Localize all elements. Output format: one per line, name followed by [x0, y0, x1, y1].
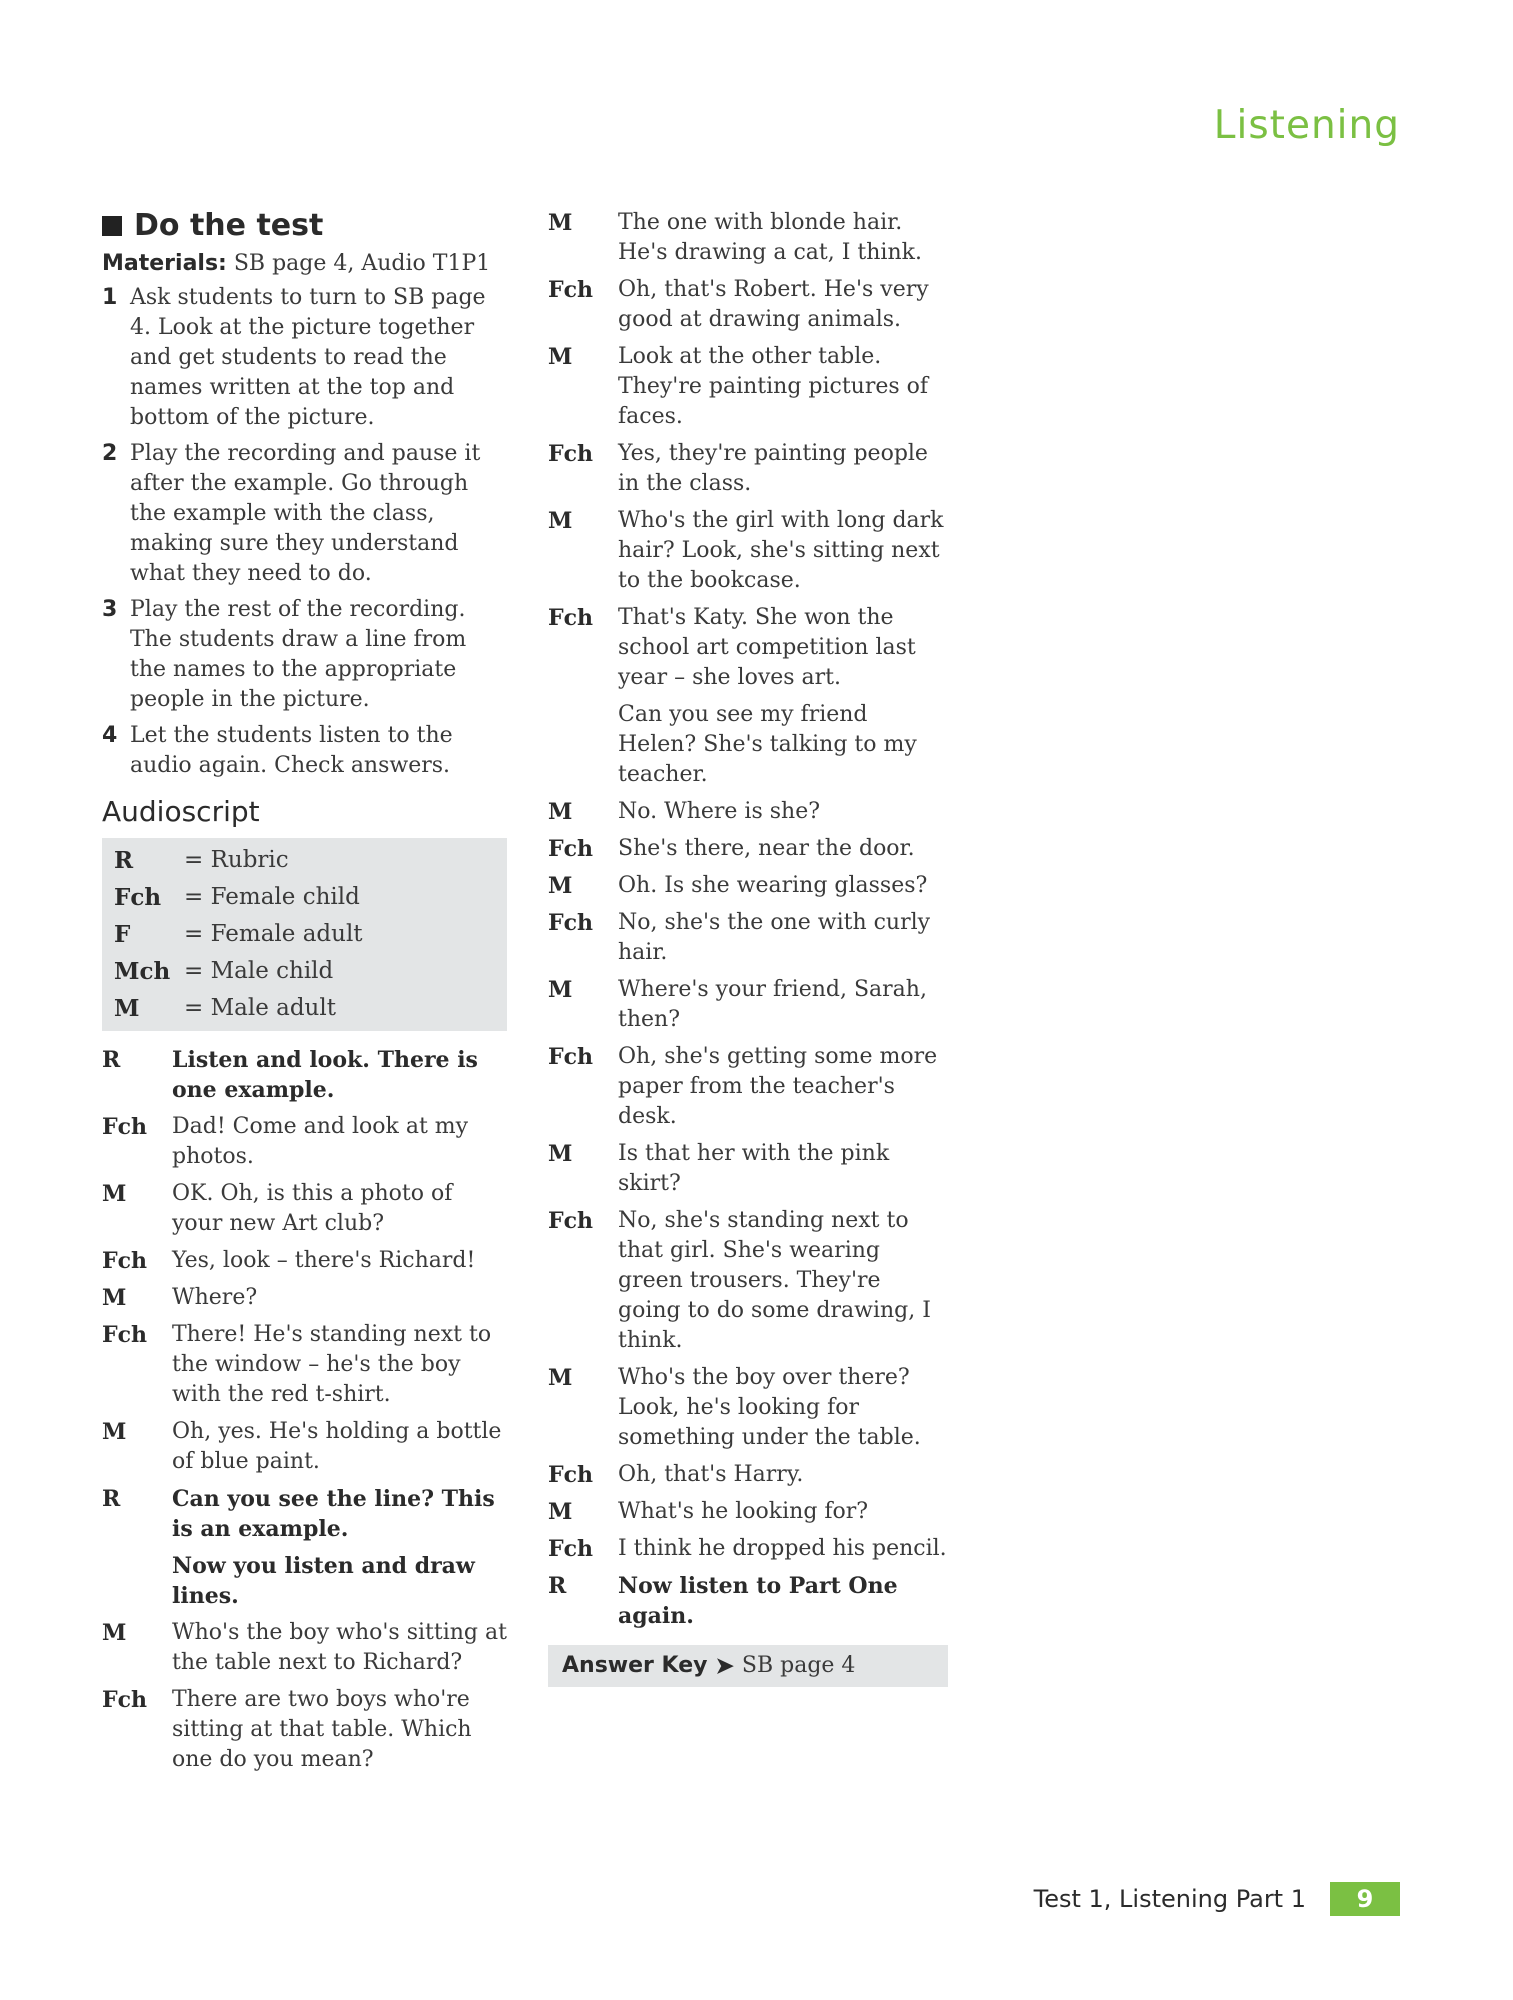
speaker-code: Fch [102, 1248, 148, 1274]
audioscript-right [548, 208, 948, 1631]
dialogue-text: Oh. Is she wearing glasses? [618, 873, 928, 898]
dialogue-text: Where? [172, 1285, 258, 1310]
right-column [548, 208, 948, 1687]
dialogue-line [548, 603, 948, 693]
dialogue-line [548, 1206, 948, 1356]
dialogue-line [102, 1246, 507, 1276]
materials-line [102, 249, 507, 279]
speaker-code: Fch [548, 910, 594, 936]
key-meaning: = Male child [184, 958, 334, 984]
step-text: Play the recording and pause it after the example. Go through the example with the class, making sure they understand what they need to do. [130, 441, 481, 586]
speaker-code: M [548, 508, 573, 534]
dialogue-text: Who's the boy over there? Look, he's looking for something under the table. [618, 1365, 921, 1450]
dialogue-text: Who's the girl with long dark hair? Look, she's sitting next to the bookcase. [618, 508, 944, 593]
dialogue-text: No, she's the one with curly hair. [618, 910, 931, 965]
dialogue-line [548, 834, 948, 864]
step-item [102, 439, 507, 589]
speaker-code: Fch [102, 1114, 148, 1140]
dialogue-text: What's he looking for? [618, 1499, 869, 1524]
dialogue-text: Oh, that's Harry. [618, 1462, 804, 1487]
key-code: Mch [114, 958, 171, 985]
square-bullet-icon [102, 216, 122, 236]
speaker-code: M [548, 1141, 573, 1167]
dialogue-line [548, 1363, 948, 1453]
dialogue-line [548, 700, 948, 790]
section-label: Listening [1213, 103, 1400, 148]
speaker-code: M [548, 977, 573, 1003]
key-meaning: = Female child [184, 884, 360, 910]
dialogue-line [548, 208, 948, 268]
heading-text: Do the test [134, 208, 324, 243]
key-meaning: = Rubric [184, 847, 289, 873]
dialogue-text: She's there, near the door. [618, 836, 915, 861]
step-text: Let the students listen to the audio again. Check answers. [130, 723, 453, 778]
dialogue-line [548, 871, 948, 901]
dialogue-line [548, 275, 948, 335]
speaker-code: Fch [102, 1322, 148, 1348]
key-row [114, 916, 495, 953]
dialogue-line [548, 1534, 948, 1564]
speaker-code: Fch [548, 1208, 594, 1234]
steps-list [102, 283, 507, 781]
rubric-text: Now you listen and draw lines. [172, 1553, 475, 1609]
dialogue-text: No, she's standing next to that girl. She's wearing green trousers. They're going to do some drawing, I think. [618, 1208, 931, 1353]
speaker-code: R [102, 1047, 121, 1073]
speaker-code: M [102, 1620, 127, 1646]
key-meaning: = Male adult [184, 995, 336, 1021]
speaker-code: Fch [548, 1536, 594, 1562]
dialogue-text: Dad! Come and look at my photos. [172, 1114, 469, 1169]
dialogue-line [102, 1045, 507, 1105]
arrow-icon: ➤ [715, 1653, 734, 1679]
dialogue-line [548, 1139, 948, 1199]
step-number: 1 [102, 285, 118, 310]
step-item [102, 595, 507, 715]
dialogue-text: No. Where is she? [618, 799, 821, 824]
rubric-text: Listen and look. There is one example. [172, 1047, 478, 1103]
dialogue-line [548, 908, 948, 968]
speaker-code: R [548, 1573, 567, 1599]
key-code: Fch [114, 884, 162, 911]
speaker-key-box [102, 838, 507, 1031]
dialogue-line [102, 1112, 507, 1172]
speaker-code: M [548, 344, 573, 370]
step-number: 2 [102, 441, 118, 466]
speaker-code: R [102, 1486, 121, 1512]
dialogue-line [102, 1179, 507, 1239]
speaker-code: M [548, 210, 573, 236]
step-text: Ask students to turn to SB page 4. Look at the picture together and get students to read the names written at the top and bottom of the picture. [130, 285, 486, 430]
footer-text: Test 1, Listening Part 1 [1033, 1885, 1306, 1913]
materials-text: SB page 4, Audio T1P1 [226, 251, 491, 276]
speaker-code: M [102, 1419, 127, 1445]
dialogue-text: Oh, she's getting some more paper from the teacher's desk. [618, 1044, 938, 1129]
dialogue-line [102, 1685, 507, 1775]
page-number: 9 [1330, 1882, 1400, 1916]
dialogue-text: Can you see my friend Helen? She's talking to my teacher. [618, 702, 917, 787]
speaker-code: Fch [548, 605, 594, 631]
dialogue-line [548, 1042, 948, 1132]
speaker-code: M [102, 1285, 127, 1311]
dialogue-line [102, 1283, 507, 1313]
step-number: 4 [102, 723, 118, 748]
dialogue-text: There! He's standing next to the window – he's the boy with the red t-shirt. [172, 1322, 492, 1407]
key-code: M [114, 995, 140, 1022]
key-row [114, 953, 495, 990]
dialogue-text: Where's your friend, Sarah, then? [618, 977, 927, 1032]
dialogue-text: There are two boys who're sitting at that table. Which one do you mean? [172, 1687, 472, 1772]
rubric-text: Now listen to Part One again. [618, 1573, 898, 1629]
dialogue-text: Oh, yes. He's holding a bottle of blue paint. [172, 1419, 502, 1474]
dialogue-line [102, 1484, 507, 1544]
dialogue-text: I think he dropped his pencil. [618, 1536, 947, 1561]
speaker-code [548, 700, 618, 790]
speaker-code: Fch [548, 1462, 594, 1488]
speaker-code: Fch [548, 277, 594, 303]
key-meaning: = Female adult [184, 921, 363, 947]
key-row [114, 879, 495, 916]
page-footer [1034, 1882, 1400, 1916]
step-number: 3 [102, 597, 118, 622]
speaker-code: M [548, 799, 573, 825]
dialogue-line [548, 1460, 948, 1490]
speaker-code [102, 1551, 172, 1611]
left-column [102, 208, 507, 1782]
dialogue-text: Oh, that's Robert. He's very good at drawing animals. [618, 277, 929, 332]
dialogue-text: OK. Oh, is this a photo of your new Art club? [172, 1181, 453, 1236]
speaker-code: M [548, 1365, 573, 1391]
rubric-text: Can you see the line? This is an example. [172, 1486, 495, 1542]
audioscript-left [102, 1045, 507, 1775]
speaker-code: M [102, 1181, 127, 1207]
dialogue-line [548, 439, 948, 499]
dialogue-text: Is that her with the pink skirt? [618, 1141, 890, 1196]
key-row [114, 842, 495, 879]
dialogue-line [548, 506, 948, 596]
dialogue-line [548, 1571, 948, 1631]
dialogue-line [102, 1320, 507, 1410]
dialogue-text: Yes, look – there's Richard! [172, 1248, 476, 1273]
dialogue-text: That's Katy. She won the school art competition last year – she loves art. [618, 605, 916, 690]
speaker-code: M [548, 873, 573, 899]
speaker-code: Fch [548, 441, 594, 467]
step-item [102, 721, 507, 781]
dialogue-line [548, 975, 948, 1035]
dialogue-line [102, 1618, 507, 1678]
answer-key-box [548, 1645, 948, 1687]
key-code: F [114, 921, 131, 948]
dialogue-text: Yes, they're painting people in the class. [618, 441, 928, 496]
dialogue-line [102, 1551, 507, 1611]
dialogue-text: Look at the other table. They're painting pictures of faces. [618, 344, 929, 429]
step-text: Play the rest of the recording. The students draw a line from the names to the appropriate people in the picture. [130, 597, 467, 712]
do-the-test-heading [102, 208, 507, 243]
dialogue-text: Who's the boy who's sitting at the table next to Richard? [172, 1620, 507, 1675]
dialogue-line [548, 797, 948, 827]
dialogue-line [548, 1497, 948, 1527]
speaker-code: M [548, 1499, 573, 1525]
dialogue-line [102, 1417, 507, 1477]
speaker-code: Fch [548, 836, 594, 862]
dialogue-text: The one with blonde hair. He's drawing a cat, I think. [618, 210, 922, 265]
step-item [102, 283, 507, 433]
audioscript-heading: Audioscript [102, 795, 260, 828]
materials-label: Materials: [102, 251, 227, 276]
dialogue-line [548, 342, 948, 432]
answer-key-label: Answer Key [562, 1653, 708, 1678]
answer-key-ref: SB page 4 [741, 1653, 856, 1678]
speaker-code: Fch [102, 1687, 148, 1713]
key-code: R [114, 847, 134, 874]
key-row [114, 990, 495, 1027]
speaker-code: Fch [548, 1044, 594, 1070]
